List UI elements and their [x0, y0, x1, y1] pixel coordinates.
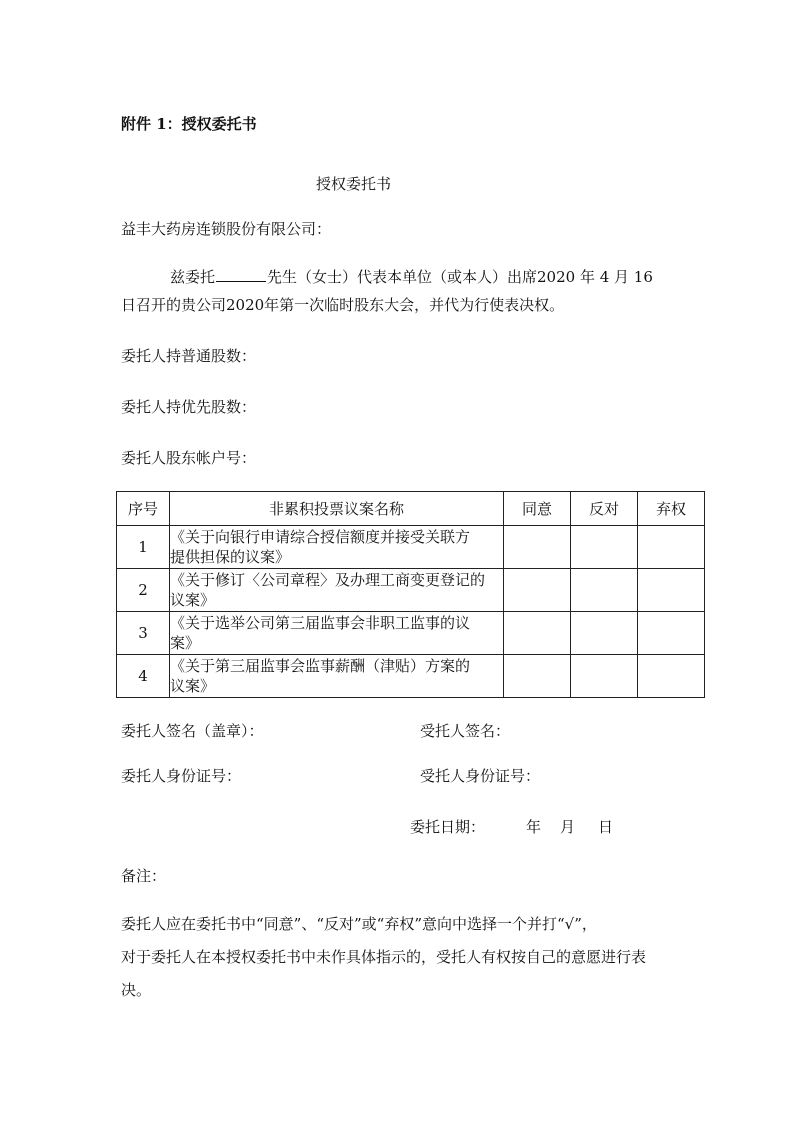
- entrust-date-label: 委托日期：: [410, 818, 486, 836]
- proxy-name-blank: [216, 267, 266, 282]
- preferred-shares-label: 委托人持优先股数：: [121, 398, 257, 416]
- agent-id-label: 受托人身份证号：: [420, 767, 541, 785]
- row-number: 3: [117, 612, 170, 655]
- principal-id-label: 委托人身份证号：: [121, 767, 242, 785]
- agent-signature-label: 受托人签名：: [420, 722, 511, 740]
- table-row: [117, 612, 705, 655]
- row-number: 4: [117, 655, 170, 698]
- proposal-name: [170, 655, 504, 698]
- agree-cell[interactable]: [504, 526, 571, 569]
- proposal-name-line-2: 提供担保的议案》: [170, 548, 291, 566]
- table-row: [117, 655, 705, 698]
- abstain-cell[interactable]: [638, 612, 705, 655]
- table-header-row: [117, 492, 705, 526]
- abstain-cell[interactable]: [638, 526, 705, 569]
- date-year: 年: [526, 818, 542, 836]
- proposal-name: [170, 569, 504, 612]
- proposal-name-line-1: 《关于修订〈公司章程〉及办理工商变更登记的: [170, 571, 486, 589]
- abstain-cell[interactable]: [638, 569, 705, 612]
- header-abstain: 弃权: [638, 492, 705, 526]
- intro-entrust-text: 兹委托: [170, 268, 216, 286]
- attachment-title: 附件 1：授权委托书: [121, 115, 257, 133]
- principal-signature-label: 委托人签名（盖章）：: [121, 722, 264, 740]
- row-number: 1: [117, 526, 170, 569]
- proposal-name-line-1: 《关于第三届监事会监事薪酬（津贴）方案的: [170, 657, 471, 675]
- notes-line-1: 委托人应在委托书中“同意”、“反对”或“弃权”意向中选择一个并打“√”，: [121, 915, 597, 933]
- agree-cell[interactable]: [504, 569, 571, 612]
- proposal-name-line-2: 议案》: [170, 591, 216, 609]
- row-number: 2: [117, 569, 170, 612]
- notes-line-2: 对于委托人在本授权委托书中未作具体指示的，受托人有权按自己的意愿进行表: [121, 948, 647, 966]
- oppose-cell[interactable]: [571, 655, 638, 698]
- header-oppose: 反对: [571, 492, 638, 526]
- date-day: 日: [598, 818, 614, 836]
- oppose-cell[interactable]: [571, 526, 638, 569]
- proposal-name: [170, 612, 504, 655]
- voting-table: [116, 491, 705, 698]
- agree-cell[interactable]: [504, 655, 571, 698]
- proposal-name-line-2: 案》: [170, 634, 201, 652]
- oppose-cell[interactable]: [571, 569, 638, 612]
- intro-line-1: [170, 267, 653, 287]
- document-title: 授权委托书: [316, 175, 392, 193]
- addressee: 益丰大药房连锁股份有限公司：: [121, 220, 332, 238]
- date-month: 月: [560, 818, 576, 836]
- table-row: [117, 526, 705, 569]
- table-row: [117, 569, 705, 612]
- oppose-cell[interactable]: [571, 612, 638, 655]
- proposal-name: [170, 526, 504, 569]
- notes-label: 备注：: [121, 867, 167, 885]
- intro-attend-text: 先生（女士）代表本单位（或本人）出席2020 年 4 月 16: [267, 268, 653, 286]
- proposal-name-line-1: 《关于选举公司第三届监事会非职工监事的议: [170, 614, 471, 632]
- proposal-name-line-1: 《关于向银行申请综合授信额度并接受关联方: [170, 528, 471, 546]
- agree-cell[interactable]: [504, 612, 571, 655]
- ordinary-shares-label: 委托人持普通股数：: [121, 347, 257, 365]
- header-agree: 同意: [504, 492, 571, 526]
- header-number: 序号: [117, 492, 170, 526]
- notes-line-3: 决。: [121, 981, 152, 999]
- proposal-name-line-2: 议案》: [170, 677, 216, 695]
- header-proposal-name: 非累积投票议案名称: [170, 492, 504, 526]
- abstain-cell[interactable]: [638, 655, 705, 698]
- intro-line-2: 日召开的贵公司2020年第一次临时股东大会，并代为行使表决权。: [121, 296, 565, 314]
- account-number-label: 委托人股东帐户号：: [121, 449, 257, 467]
